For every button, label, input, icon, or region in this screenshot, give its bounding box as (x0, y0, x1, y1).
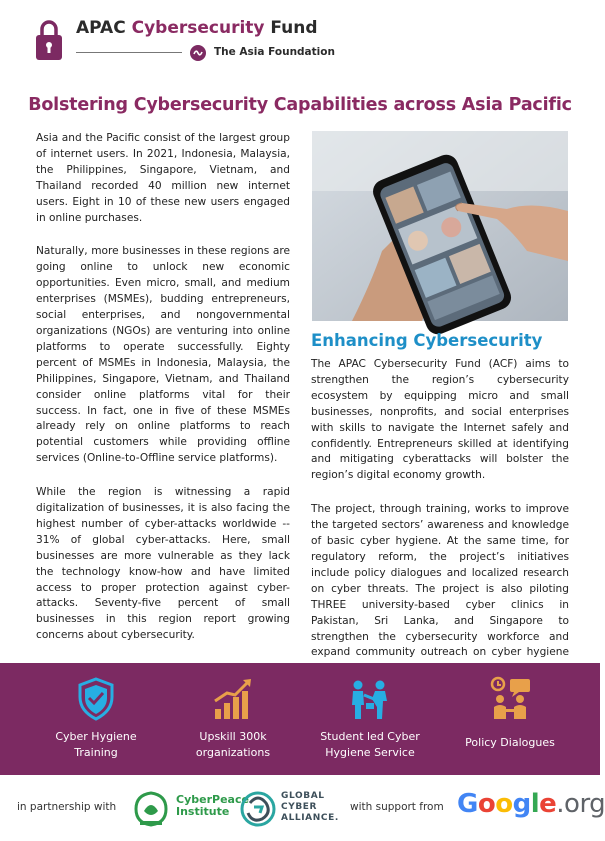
partners-footer (0, 775, 605, 841)
brand-prefix: APAC (76, 18, 132, 38)
google-letter: o (477, 789, 496, 819)
feature-label (163, 729, 303, 761)
brand-header (36, 16, 336, 72)
feature-label-line1: Policy Dialogues (465, 736, 555, 749)
cyberpeace-line2: Institute (176, 805, 230, 818)
page-title: Bolstering Cybersecurity Capabilities across Asia Pacific (28, 95, 572, 115)
feature-label-line2: Training (74, 746, 118, 759)
lock-logo-icon (36, 18, 62, 60)
features-band (0, 663, 600, 775)
google-letter: o (495, 789, 513, 819)
partnership-text: in partnership with (17, 801, 117, 813)
smartphone-photo (312, 131, 568, 321)
google-letter: g (512, 789, 531, 819)
dialogue-icon (488, 677, 532, 721)
right-column (311, 331, 569, 695)
google-letter: l (530, 789, 540, 819)
gca-name (281, 791, 339, 824)
feature-upskill (163, 677, 303, 761)
brand-title (76, 18, 318, 38)
feature-label (26, 729, 166, 761)
brand-accent: Cybersecurity (131, 18, 265, 38)
feature-label-line1: Student led Cyber (320, 730, 420, 743)
gca-line1: GLOBAL (281, 791, 325, 801)
people-service-icon (348, 677, 392, 721)
left-column (36, 131, 290, 662)
intro-paragraph: Asia and the Pacific consist of the largest group of internet users. In 2021, Indonesia, Malaysia, the Philippines, Singapore, Vietnam, and Thailand recorded 40 million new internet users. Eight in 10 of these new users engaged in online purchases. (36, 132, 290, 224)
brand-divider (76, 52, 182, 53)
brand-suffix: Fund (264, 18, 318, 38)
section-heading: Enhancing Cybersecurity (311, 331, 543, 350)
feature-label (300, 729, 440, 761)
project-paragraph: The project, through training, works to improve the targeted sectors’ awareness and knowledge of basic cyber hygiene. At the same time, for regulatory reform, the project’s initiatives include policy dialogues and localized research on cyber threats. The project is also piloting THREE university-based cyber clinics in Pakistan, Sri Lanka, and Singapore to strengthen the cybersecurity workforce and expand community outreach on cyber hygiene (311, 503, 569, 659)
global-cyber-alliance-logo-icon (238, 789, 278, 829)
gca-line2: CYBER (281, 802, 318, 812)
asia-foundation-logo-icon (190, 45, 206, 61)
msme-paragraph: Naturally, more businesses in these regions are going online to unlock new economic opportunities. Even micro, small, and medium enterprises (MSMEs), budding entrepreneurs, social enterprises, and nongovernmental organizations (NGOs) are venturing into online platforms to operate successfully. Eighty percent of MSMEs in Indonesia, Malaysia, the Philippines, Singapore, Vietnam, and Thailand consider online platforms vital for their success. In fact, one in five of these MSMEs already rely on online platforms to reach potential customers while providing offline services (Online-to-Offline service platforms). (36, 245, 290, 465)
google-org-logo (457, 789, 605, 819)
support-text: with support from (350, 801, 444, 813)
feature-student-service (300, 677, 440, 761)
feature-label-line2: Hygiene Service (325, 746, 415, 759)
feature-label-line1: Upskill 300k (199, 730, 267, 743)
feature-label (440, 735, 580, 751)
feature-label-line2: organizations (195, 746, 271, 759)
google-wordmark: G (457, 789, 478, 819)
cyberpeace-logo-icon (130, 789, 172, 829)
feature-cyber-hygiene-training (26, 677, 166, 761)
google-org-suffix: .org (556, 789, 605, 819)
shield-check-icon (74, 677, 118, 721)
partner-name: The Asia Foundation (214, 46, 335, 58)
google-letter: e (539, 789, 557, 819)
growth-chart-icon (211, 677, 255, 721)
threats-paragraph: While the region is witnessing a rapid digitalization of businesses, it is also facing the highest number of cyber-attacks worldwide -- 31% of global cyber-attacks. Here, small businesses are more vulnerable as they lack the technology know-how and have limited access to proper protection against cyber-attacks. Seventy-five percent of small businesses in this region report growing concerns about cybersecurity. (36, 486, 290, 642)
feature-policy-dialogues (440, 677, 580, 751)
gca-line3: ALLIANCE. (281, 813, 339, 823)
acf-aims-paragraph: The APAC Cybersecurity Fund (ACF) aims to strengthen the region’s cybersecurity ecosystem by equipping micro and small businesses, nonprofits, and social enterprises with skills to navigate the Internet safely and confidently. Entrepreneurs skilled at identifying and mitigating cyberattacks will bolster the region’s digital economy growth. (311, 358, 569, 482)
feature-label-line1: Cyber Hygiene (55, 730, 137, 743)
cyberpeace-line1: CyberPeace (176, 793, 249, 806)
